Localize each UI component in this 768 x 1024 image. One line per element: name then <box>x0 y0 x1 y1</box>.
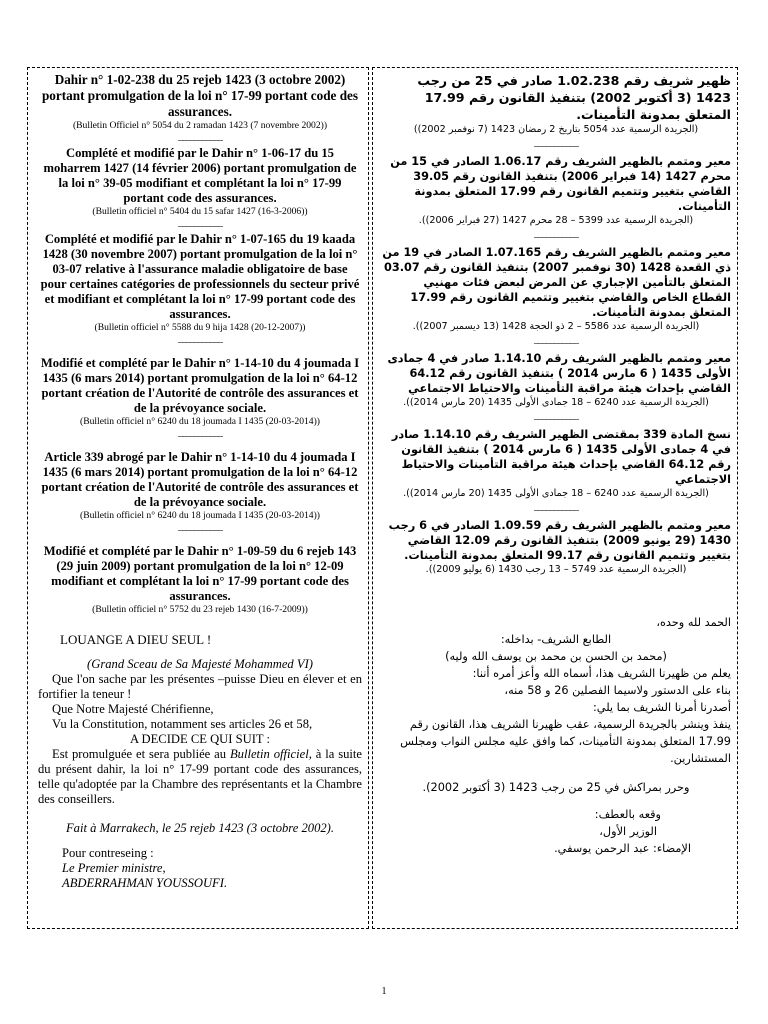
arabic-amendment-source: (الجريدة الرسمية عدد 5399 – 28 محرم 1427 (27 فبراير 2006)). <box>418 215 694 226</box>
french-title-source: (Bulletin Officiel n° 5054 du 2 ramadan 1423 (7 novembre 2002)) <box>72 120 328 131</box>
preamble-constitution: Vu la Constitution, notamment ses articles 26 et 58, <box>52 717 313 731</box>
french-title <box>38 72 362 132</box>
arabic-amendment-source: (الجريدة الرسمية عدد 6240 – 18 جمادى الأولى 1435 (20 مارس 2014)). <box>403 488 709 499</box>
premier-ministre: Le Premier ministre, <box>62 861 166 875</box>
separator: ___________ <box>534 137 578 148</box>
arabic-amendment-5: معير ومتمم بالظهير الشريف رقم 1.09.59 الصادر في 6 رجب 1430 (29 يونيو 2009) بتنفيذ القانون رقم 12.09 القاضي بتغيير وتتميم القانون رقم 99.17 المتعلق بمدونة التأمينات. <box>388 519 731 562</box>
french-amendment-3 <box>38 356 362 428</box>
french-amendment-1 <box>38 146 362 218</box>
page-number: 1 <box>381 986 387 997</box>
signatory-name: ABDERRAHMAN YOUSSOUFI. <box>62 876 228 890</box>
arabic-prime-minister: الوزير الأول، <box>599 825 657 838</box>
arabic-title: ظهير شريف رقم 1.02.238 صادر في 25 من رجب 1423 (3 أكتوبر 2002) بتنفيذ القانون رقم 17.99 المتعلق بمدونة التأمينات. <box>417 73 731 122</box>
amendment-text: Complété et modifié par le Dahir n° 1-07-165 du 19 kaada 1428 (30 novembre 2007) portant promulgation de la loi n° 03-07 relative à l'assurance maladie obligatoire de base pour certaines catégories de professionnels du secteur privé et modifiant et complétant la loi n° 17-99 portant code des assurances. <box>40 232 360 321</box>
preamble-majesty: Que Notre Majesté Chérifienne, <box>52 702 214 716</box>
arabic-hamd: الحمد لله وحده، <box>656 616 731 629</box>
preamble-paragraph: Que l'on sache par les présentes –puisse Dieu en élever et en fortifier la teneur ! <box>38 672 362 701</box>
arabic-constitution: بناء على الدستور ولاسيما الفصلين 26 و 58 منه، <box>504 684 731 697</box>
separator: ___________ <box>178 333 222 344</box>
separator: ___________ <box>534 228 578 239</box>
separator: ___________ <box>534 334 578 345</box>
amendment-source: (Bulletin officiel n° 6240 du 18 joumada I 1435 (20-03-2014)) <box>80 416 320 427</box>
separator: ___________ <box>178 217 222 228</box>
arabic-countersign: وقعه بالعطف: <box>594 808 661 821</box>
promulgation-paragraph: Est promulguée et sera publiée au Bulletin officiel, à la suite du présent dahir, la loi n° 17-99 portant code des assurances, telle qu'adoptée par la Chambre des représentants et la Chambre des conseillers. <box>38 747 363 806</box>
arabic-amendment-1: معير ومتمم بالظهير الشريف رقم 1.06.17 الصادر في 15 من محرم 1427 (14 فبراير 2006) بتنفيذ القانون رقم 39.05 القاضي بتغيير وتتميم القانون رقم 17.99 المتعلق بمدونة التأمينات. <box>390 155 731 213</box>
french-amendment-5 <box>38 544 362 616</box>
fait-a-marrakech: Fait à Marrakech, le 25 rejeb 1423 (3 octobre 2002). <box>65 821 335 835</box>
arabic-preamble: يعلم من ظهيرنا الشريف هذا، أسماه الله وأعز أمره أننا: <box>472 667 731 680</box>
separator: ___________ <box>178 521 222 532</box>
amendment-source: (Bulletin officiel n° 5752 du 23 rejeb 1430 (16-7-2009)) <box>92 604 308 615</box>
arabic-date: وحرر بمراكش في 25 من رجب 1423 (3 أكتوبر 2002). <box>422 781 690 794</box>
french-column <box>27 67 369 929</box>
amendment-source: (Bulletin officiel n° 6240 du 18 joumada I 1435 (20-03-2014)) <box>80 510 320 521</box>
arabic-amendment-source: (الجريدة الرسمية عدد 5749 – 13 رجب 1430 (6 يوليو 2009)). <box>425 564 687 575</box>
french-amendment-2 <box>38 232 362 334</box>
amendment-text: Modifié et complété par le Dahir n° 1-09-59 du 6 rejeb 143 (29 juin 2009) portant promulgation de la loi n° 12-09 modifiant et complétant la loi n° 17-99 portant code des assurances. <box>43 544 357 603</box>
bulletin-officiel-italic: Bulletin officiel <box>229 747 309 761</box>
amendment-text: Complété et modifié par le Dahir n° 1-06-17 du 15 moharrem 1427 (14 février 2006) portant promulgation de la loi n° 39-05 modifiant et complétant la loi n° 17-99 portant code des assurances. <box>43 146 357 205</box>
grand-sceau: (Grand Sceau de Sa Majesté Mohammed VI) <box>87 657 313 671</box>
amendment-source: (Bulletin officiel n° 5404 du 15 safar 1427 (16-3-2006)) <box>92 206 308 217</box>
amendment-source: (Bulletin officiel n° 5588 du 9 hija 1428 (20-12-2007)) <box>94 322 306 333</box>
decide-heading: A DECIDE CE QUI SUIT : <box>129 732 271 746</box>
separator: ___________ <box>534 501 578 512</box>
arabic-royal-name: (محمد بن الحسن بن محمد بن يوسف الله وليه) <box>445 650 667 663</box>
arabic-amendment-4: نسخ المادة 339 بمقتضى الظهير الشريف رقم 1.14.10 صادر في 4 جمادى الأولى 1435 ( 6 مارس 2014 ) بتنفيذ القانون رقم 64.12 القاضي بإحداث هيئة مراقبة التأمينات والاحتياط الاجتماعي <box>391 428 731 486</box>
contreseing-label: Pour contreseing : <box>62 846 154 860</box>
arabic-title-source: (الجريدة الرسمية عدد 5054 بتاريخ 2 رمضان 1423 (7 نوفمبر 2002)) <box>413 124 699 135</box>
arabic-order: أصدرنا أمرنا الشريف بما يلي: <box>592 701 731 714</box>
arabic-promulgation: ينفذ وينشر بالجريدة الرسمية، عقب ظهيرنا الشريف هذا، القانون رقم 17.99 المتعلق بمدونة التأمينات، كما وافق عليه مجلس النواب ومجلس المستشارين. <box>400 718 731 765</box>
arabic-amendment-source: (الجريدة الرسمية عدد 6240 – 18 جمادى الأولى 1435 (20 مارس 2014)). <box>403 397 709 408</box>
amendment-text: Modifié et complété par le Dahir n° 1-14-10 du 4 joumada I 1435 (6 mars 2014) portant promulgation de la loi n° 64-12 portant création de l'Autorité de contrôle des assurances et de la prévoyance sociale. <box>40 356 360 415</box>
arabic-column <box>372 67 738 929</box>
separator: ___________ <box>178 427 222 438</box>
amendment-text: Article 339 abrogé par le Dahir n° 1-14-10 du 4 joumada I 1435 (6 mars 2014) portant promulgation de la loi n° 64-12 portant création de l'Autorité de contrôle des assurances et de la prévoyance sociale. <box>41 450 359 509</box>
french-title-text: Dahir n° 1-02-238 du 25 rejeb 1423 (3 octobre 2002) portant promulgation de la loi n° 17-99 portant code des assurances. <box>41 72 359 119</box>
arabic-signature: الإمضاء: عبد الرحمن يوسفي. <box>554 842 691 855</box>
arabic-amendment-3: معير ومتمم بالظهير الشريف رقم 1.14.10 صادر في 4 جمادى الأولى 1435 ( 6 مارس 2014 ) بتنفيذ القانون رقم 64.12 القاضي بإحداث هيئة مراقبة التأمينات والاحتياط الاجتماعي <box>387 352 731 395</box>
separator: ___________ <box>534 410 578 421</box>
french-amendment-4 <box>38 450 362 522</box>
arabic-tabe: الطابع الشريف- بداخله: <box>500 633 612 646</box>
contreseing-block <box>62 846 362 891</box>
louange-heading: LOUANGE A DIEU SEUL ! <box>60 632 212 647</box>
arabic-amendment-source: (الجريدة الرسمية عدد 5586 – 2 ذو الحجة 1428 (13 ديسمبر 2007)). <box>412 321 700 332</box>
arabic-amendment-2: معير ومتمم بالظهير الشريف رقم 1.07.165 الصادر في 19 من ذي القعدة 1428 (30 نوفمبر 2007) بتنفيذ القانون رقم 03.07 المتعلق بالتأمين الإجباري عن المرض لبعض فئات مهنيي القطاع الخاص والقاضي بتغيير وتتميم القانون رقم 17.99 المتعلق بمدونة التأمينات. <box>382 246 731 319</box>
separator: ___________ <box>178 131 222 142</box>
